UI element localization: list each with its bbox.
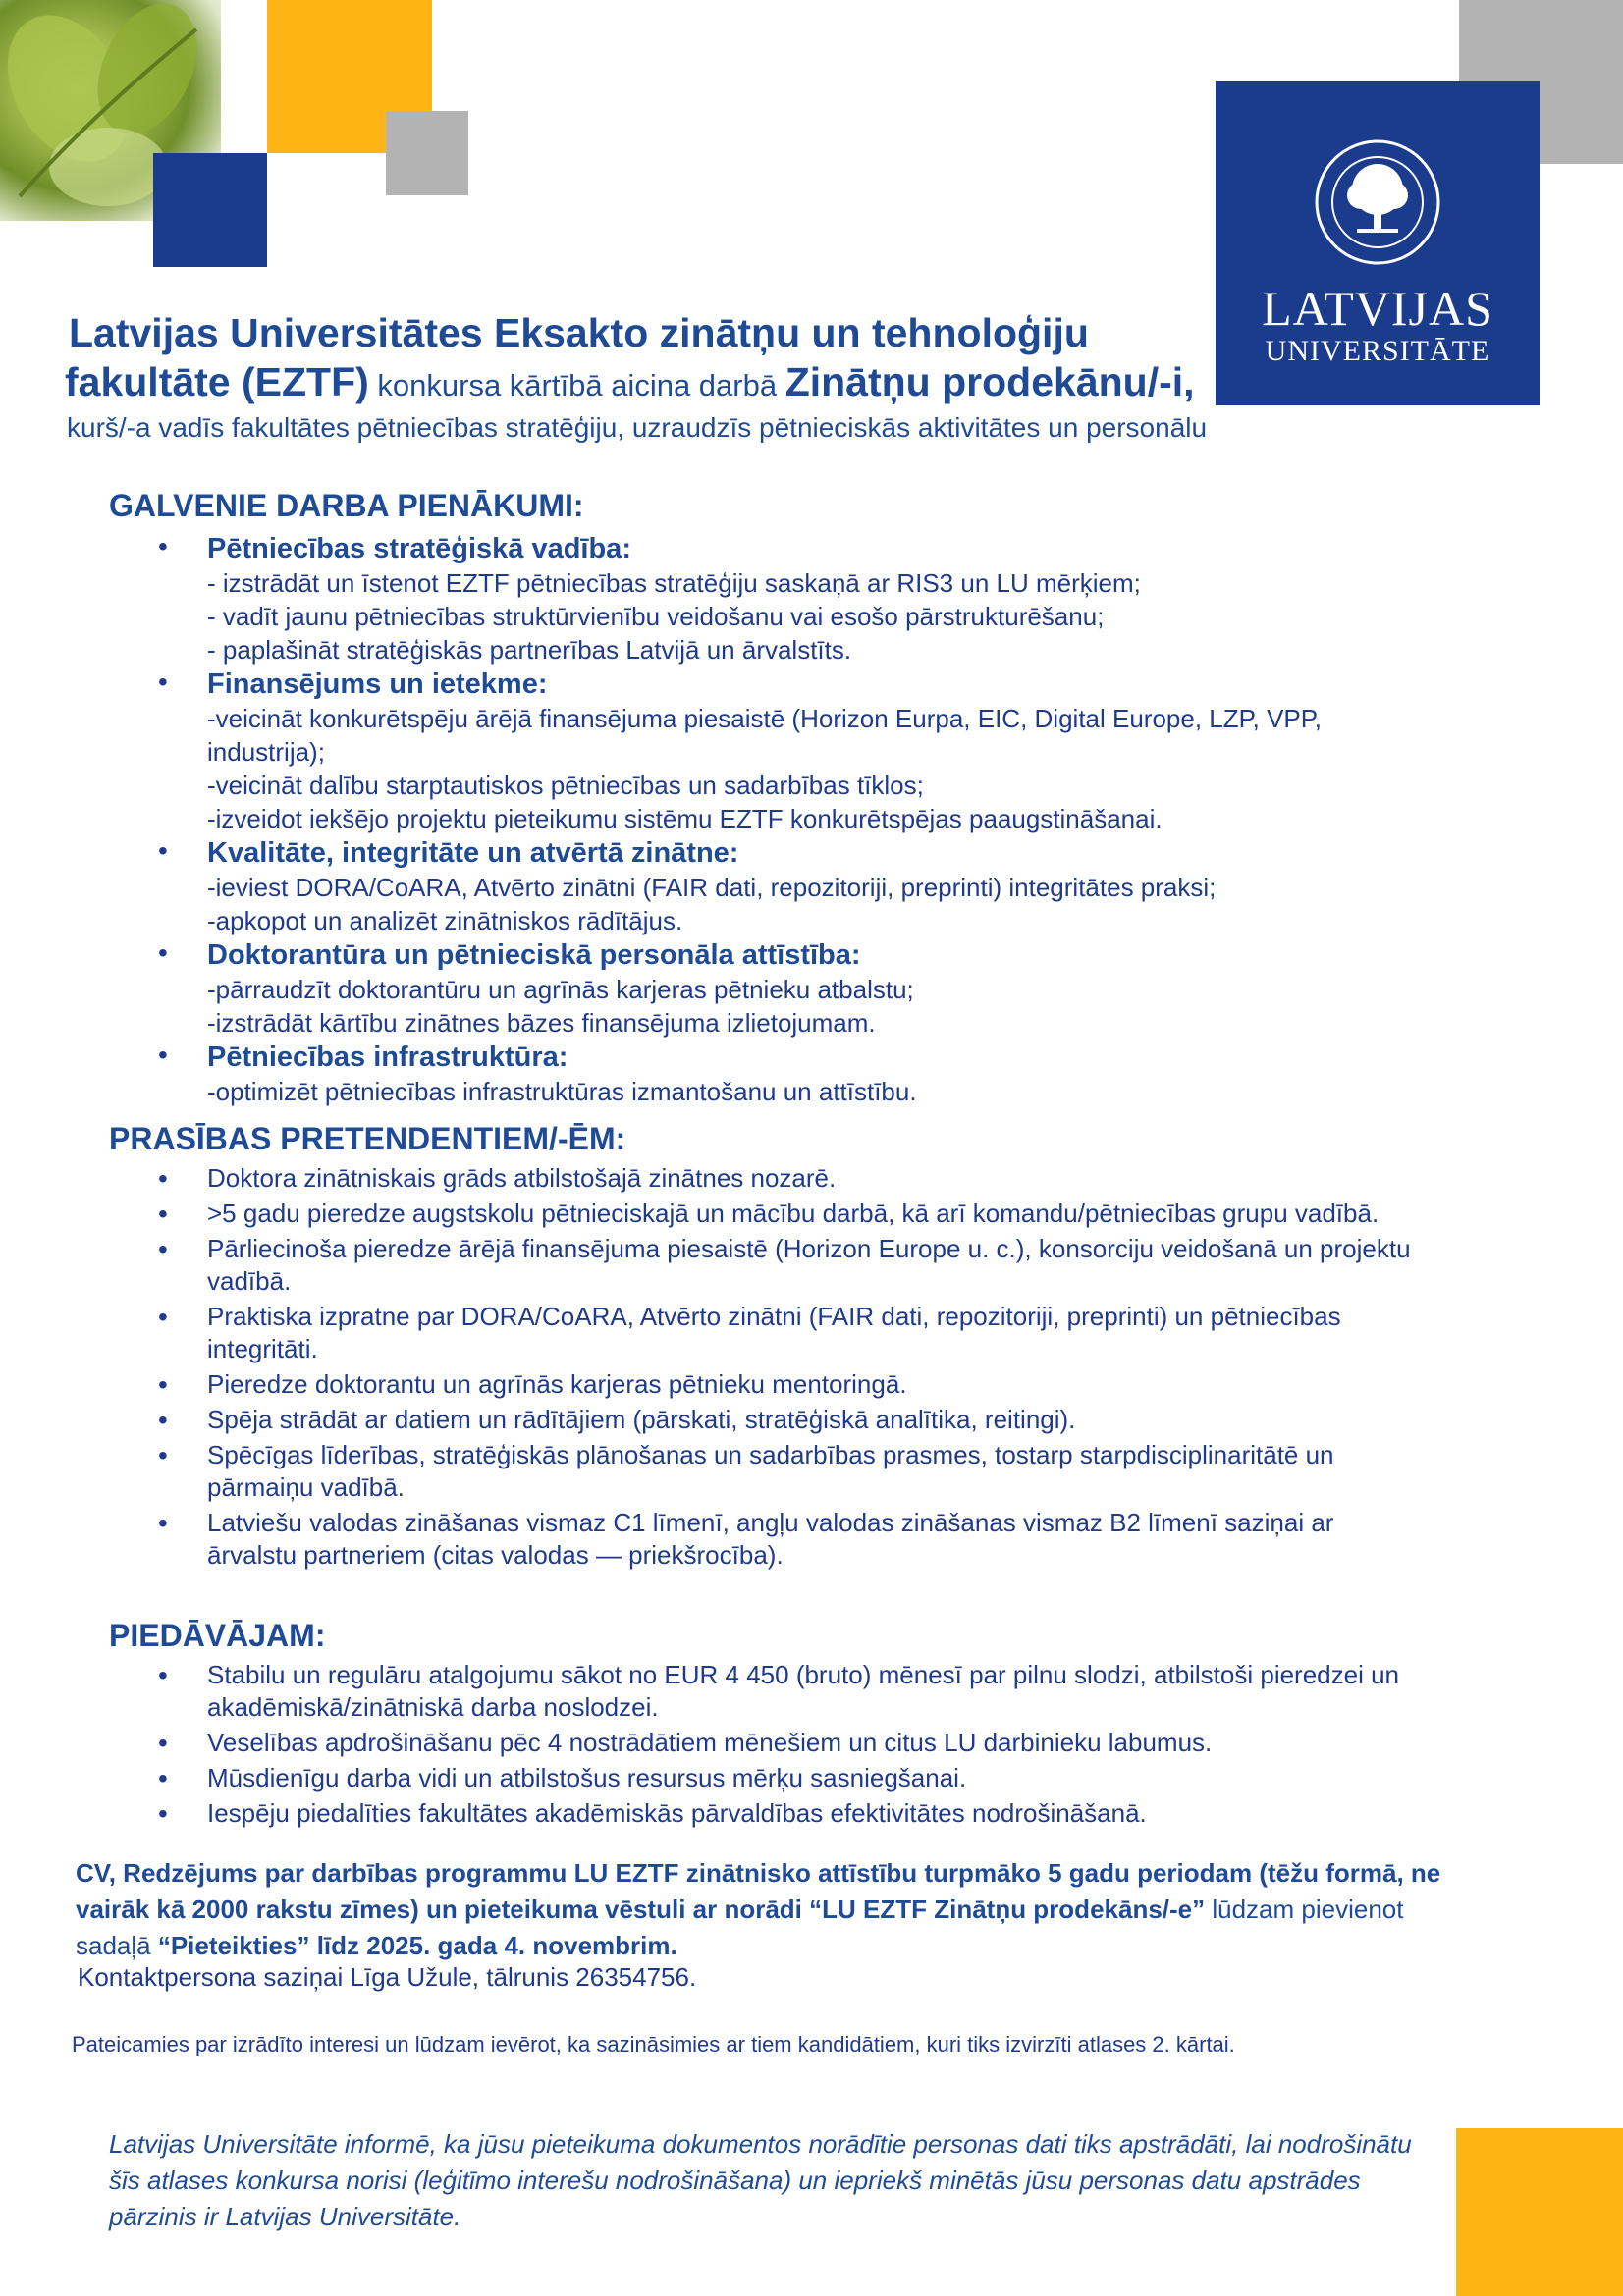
offer-item: • Stabilu un regulāru atalgojumu sākot no EUR 4 450 (bruto) mēnesī par pilnu slodzi, atbilstoši pieredzei un akadēmiskā/zinātniskā darba noslodzei.: [109, 1659, 1425, 1724]
duty-title: • Pētniecības stratēģiskā vadība:: [207, 533, 631, 564]
duty-line: -apkopot un analizēt zinātniskos rādītājus.: [207, 906, 683, 935]
offers-list: [109, 1659, 1425, 1833]
duty-line: -ieviest DORA/CoARA, Atvērto zinātni (FAIR dati, repozitoriji, preprinti) integritātes praksi;: [207, 873, 1217, 902]
duty-line: -veicināt dalību starptautiskos pētniecības un sadarbības tīklos;: [207, 771, 924, 800]
application-documents: CV, Redzējums par darbības programmu LU EZTF zinātnisko attīstību turpmāko 5 gadu periodam (tēžu formā, ne vairāk kā 2000 rakstu zīmes) un pieteikuma vēstuli ar norādi “LU EZTF Zinātņu prodekāns/-e”: [76, 1858, 1441, 1924]
offer-item: • Iespēju piedalīties fakultātes akadēmiskās pārvaldības efektivitātes nodrošināšanā.: [109, 1797, 1425, 1830]
duty-item: [109, 667, 1425, 835]
decor-navy-square: [153, 153, 267, 267]
duty-title: • Kvalitāte, integritāte un atvērtā zinātne:: [207, 837, 739, 869]
requirement-item: • Pieredze doktorantu un agrīnās karjeras pētnieku mentoringā.: [109, 1368, 1425, 1401]
duties-title: GALVENIE DARBA PIENĀKUMI:: [109, 488, 584, 523]
requirement-item: • Praktiska izpratne par DORA/CoARA, Atvērto zinātni (FAIR dati, repozitoriji, preprinti) un pētniecības integritāti.: [109, 1301, 1425, 1365]
duty-line: -izveidot iekšējo projektu pieteikumu sistēmu EZTF konkurētspējas paaugstināšanai.: [207, 804, 1163, 833]
application-instructions: [76, 1855, 1470, 1964]
duty-item: [109, 937, 1425, 1040]
duty-line: - paplašināt stratēģiskās partnerības Latvijā un ārvalstīts.: [207, 635, 852, 665]
heading-position: Zinātņu prodekānu/-i,: [784, 359, 1195, 404]
requirements-list: [109, 1162, 1425, 1575]
duty-line: -izstrādāt kārtību zinātnes bāzes finansējuma izlietojumam.: [207, 1008, 876, 1038]
duty-line: -optimizēt pētniecības infrastruktūras izmantošanu un attīstību.: [207, 1077, 917, 1106]
heading-faculty: fakultāte (EZTF): [65, 359, 369, 404]
requirement-item: • >5 gadu pieredze augstskolu pētnieciskajā un mācību darbā, kā arī komandu/pētniecības grupu vadībā.: [109, 1198, 1425, 1230]
application-where: lūdzam pievienot sadaļā: [76, 1895, 1404, 1960]
duty-line: - izstrādāt un īstenot EZTF pētniecības stratēģiju saskaņā ar RIS3 un LU mērķiem;: [207, 568, 1141, 598]
university-logo: [1216, 81, 1540, 405]
duty-title: • Finansējums un ietekme:: [207, 668, 548, 700]
logo-name-line1: LATVIJAS: [1262, 281, 1493, 336]
requirement-item: • Spēja strādāt ar datiem un rādītājiem (pārskati, stratēģiskā analītika, reitingi).: [109, 1404, 1425, 1436]
requirement-item: • Latviešu valodas zināšanas vismaz C1 līmenī, angļu valodas zināšanas vismaz B2 līmenī saziņai ar ārvalstu partneriem (citas valodas — priekšrocība).: [109, 1507, 1425, 1572]
requirement-item: • Doktora zinātniskais grāds atbilstošajā zinātnes nozarē.: [109, 1162, 1425, 1195]
contact-person: Kontaktpersona saziņai Līga Užule, tālrunis 26354756.: [78, 1962, 697, 1992]
heading-line2: [65, 359, 1195, 405]
thanks-note: Pateicamies par izrādīto interesi un lūdzam ievērot, ka sazināsimies ar tiem kandidātiem, kuri tiks izvirzīti atlases 2. kārtai.: [72, 2032, 1235, 2056]
tree-emblem-icon: [1314, 138, 1441, 266]
duty-item: [109, 835, 1425, 937]
decor-yellow-square-bottom: [1456, 2128, 1623, 2296]
duty-title: • Doktorantūra un pētnieciskā personāla attīstība:: [207, 939, 861, 971]
requirements-title: PRASĪBAS PRETENDENTIEM/-ĒM:: [109, 1121, 626, 1156]
duty-line: - vadīt jaunu pētniecības struktūrvienību veidošanu vai esošo pārstrukturēšanu;: [207, 602, 1105, 631]
heading-line1: Latvijas Universitātes Eksakto zinātņu un tehnoloģiju: [69, 310, 1089, 355]
requirement-item: • Pārliecinoša pieredze ārējā finansējuma piesaistē (Horizon Europe u. c.), konsorciju veidošanā un projektu vadībā.: [109, 1233, 1425, 1298]
decor-gray-square: [386, 111, 468, 195]
heading-subtitle: kurš/-a vadīs fakultātes pētniecības stratēģiju, uzraudzīs pētnieciskās aktivitātes un personālu: [67, 412, 1208, 443]
privacy-notice: Latvijas Universitāte informē, ka jūsu pieteikuma dokumentos norādītie personas dati tiks apstrādāti, lai nodrošinātu šīs atlases konkursa norisi (leģitīmo interešu nodrošināšana) un iepriekš minētās jūsu personas datu apstrādes pārzinis ir Latvijas Universitāte.: [109, 2129, 1412, 2231]
duties-list: [109, 531, 1425, 1108]
duty-line: -pārraudzīt doktorantūru un agrīnās karjeras pētnieku atbalstu;: [207, 975, 914, 1004]
offers-title: PIEDĀVĀJAM:: [109, 1618, 326, 1653]
application-deadline: “Pieteikties” līdz 2025. gada 4. novembrim.: [157, 1931, 677, 1960]
heading-invite: konkursa kārtībā aicina darbā: [368, 368, 785, 402]
offer-item: • Mūsdienīgu darba vidi un atbilstošus resursus mērķu sasniegšanai.: [109, 1762, 1425, 1794]
offer-item: • Veselības apdrošināšanu pēc 4 nostrādātiem mēnešiem un citus LU darbinieku labumus.: [109, 1727, 1425, 1759]
duty-item: [109, 531, 1425, 667]
requirement-item: • Spēcīgas līderības, stratēģiskās plānošanas un sadarbības prasmes, tostarp starpdisciplinaritātē un pārmaiņu vadībā.: [109, 1439, 1425, 1504]
duty-line: -veicināt konkurētspēju ārējā finansējuma piesaistē (Horizon Eurpa, EIC, Digital Europe, LZP, VPP, industrija);: [207, 704, 1322, 767]
logo-name-line2: UNIVERSITĀTE: [1265, 335, 1490, 367]
duty-title: • Pētniecības infrastruktūra:: [207, 1041, 568, 1073]
duty-item: [109, 1040, 1425, 1108]
